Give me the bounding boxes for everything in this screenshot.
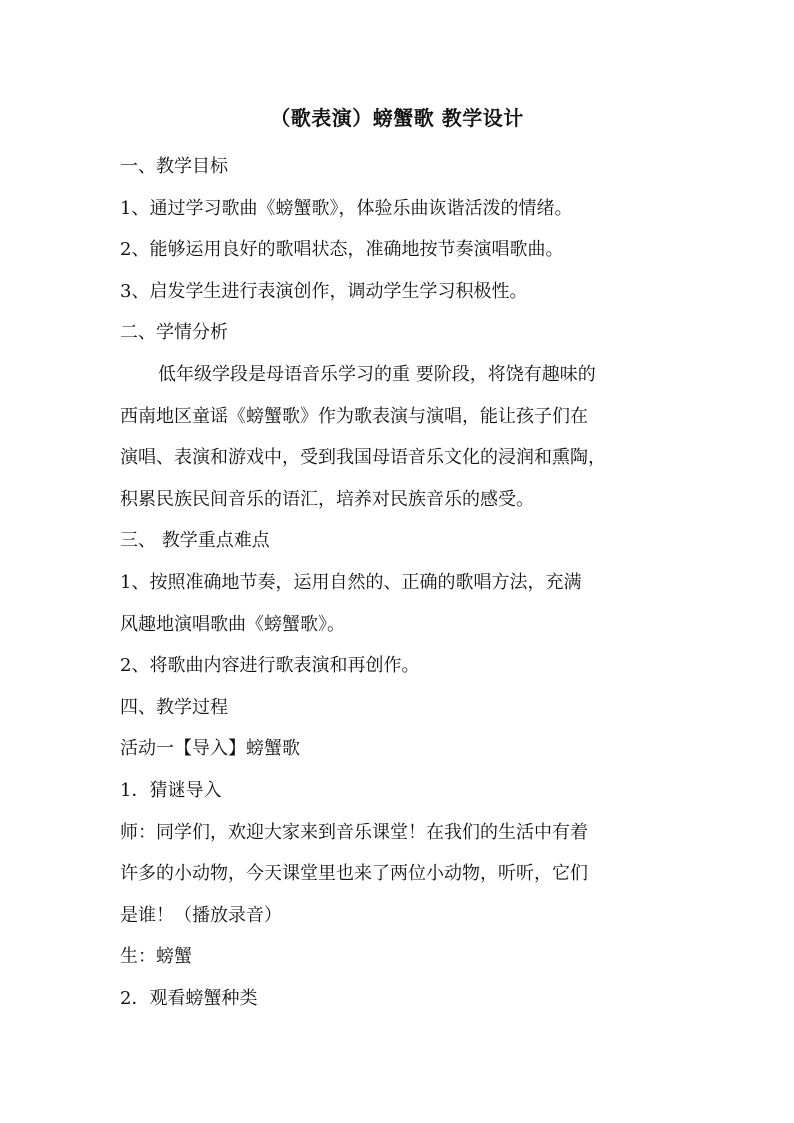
activity-heading: 活动一【导入】螃蟹歌 bbox=[120, 738, 300, 760]
step-heading: 1．猜谜导入 bbox=[120, 779, 222, 801]
document-body bbox=[120, 146, 676, 1019]
goal-item-1: 1、通过学习歌曲《螃蟹歌》，体验乐曲诙谐活泼的情绪。 bbox=[120, 197, 573, 219]
analysis-paragraph-line: 低年级学段是母语音乐学习的重 要阶段，将饶有趣味的 bbox=[158, 363, 596, 385]
heading-teaching-process: 四、教学过程 bbox=[120, 696, 228, 718]
heading-teaching-goals: 一、教学目标 bbox=[120, 156, 228, 177]
analysis-paragraph-line: 演唱、表演和游戏中，受到我国母语音乐文化的浸润和熏陶， bbox=[120, 447, 606, 469]
document-title: （歌表演）螃蟹歌 教学设计 bbox=[270, 106, 524, 130]
heading-key-points: 三、 教学重点难点 bbox=[120, 530, 270, 552]
key-point-line: 风趣地演唱歌曲《螃蟹歌》。 bbox=[120, 613, 345, 635]
heading-learner-analysis: 二、学情分析 bbox=[120, 322, 228, 344]
dialogue-line: 是谁！（播放录音） bbox=[120, 904, 282, 926]
goal-item-3: 3、启发学生进行表演创作，调动学生学习积极性。 bbox=[120, 280, 528, 302]
dialogue-line: 师：同学们，欢迎大家来到音乐课堂！在我们的生活中有着 bbox=[120, 821, 588, 843]
student-answer-line: 生：螃蟹 bbox=[120, 946, 192, 968]
step-heading: 2．观看螃蟹种类 bbox=[120, 987, 258, 1009]
key-point-line: 1、按照准确地节奏，运用自然的、正确的歌唱方法，充满 bbox=[120, 571, 582, 593]
analysis-paragraph-line: 积累民族民间音乐的语汇，培养对民族音乐的感受。 bbox=[120, 488, 534, 510]
dialogue-line: 许多的小动物，今天课堂里也来了两位小动物，听听，它们 bbox=[120, 863, 588, 885]
key-point-line: 2、将歌曲内容进行歌表演和再创作。 bbox=[120, 655, 420, 677]
goal-item-2: 2、能够运用良好的歌唱状态，准确地按节奏演唱歌曲。 bbox=[120, 239, 564, 261]
analysis-paragraph-line: 西南地区童谣《螃蟹歌》作为歌表演与演唱，能让孩子们在 bbox=[120, 405, 588, 427]
